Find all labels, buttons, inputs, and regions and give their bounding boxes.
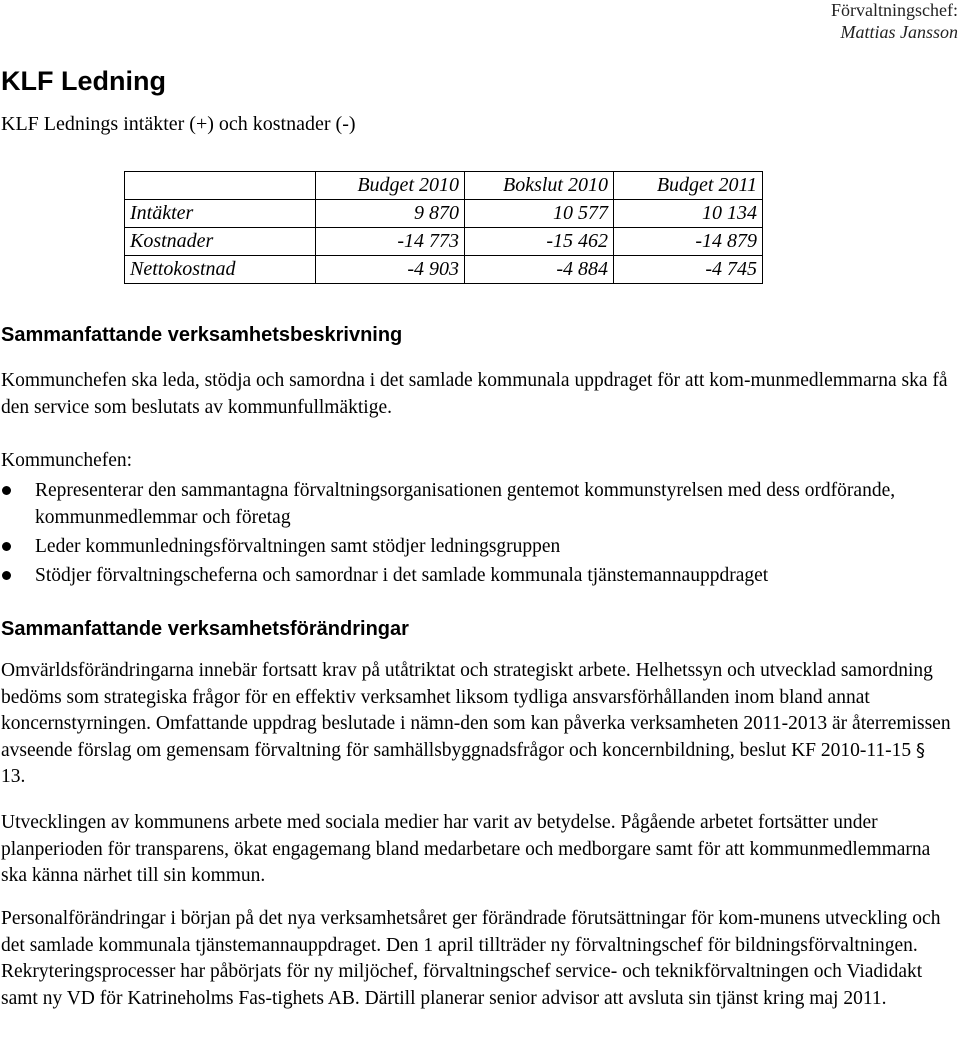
table-cell: 9 870 bbox=[316, 200, 465, 228]
table-row bbox=[125, 200, 763, 228]
section-sign: § bbox=[916, 739, 926, 761]
table-cell: -4 745 bbox=[614, 256, 763, 284]
list-item-text: Leder kommunledningsförvaltningen samt stödjer ledningsgruppen bbox=[35, 536, 561, 557]
header-block bbox=[831, 0, 958, 43]
table-header-row bbox=[125, 172, 763, 200]
table-cell: -4 903 bbox=[316, 256, 465, 284]
row-label: Nettokostnad bbox=[125, 256, 316, 284]
table-corner-cell bbox=[125, 172, 316, 200]
table-cell: -15 462 bbox=[465, 228, 614, 256]
bullet-icon bbox=[2, 571, 11, 580]
table-cell: 10 577 bbox=[465, 200, 614, 228]
budget-table bbox=[124, 171, 763, 284]
row-label: Intäkter bbox=[125, 200, 316, 228]
table-cell: 10 134 bbox=[614, 200, 763, 228]
list-item-text: Stödjer förvaltningscheferna och samordnar i det samlade kommunala tjänstemannauppdraget bbox=[35, 565, 769, 586]
column-header: Budget 2010 bbox=[316, 172, 465, 200]
list-item bbox=[0, 477, 958, 531]
header-role-label: Förvaltningschef: bbox=[831, 0, 958, 20]
changes-paragraph-2: Utvecklingen av kommunens arbete med sociala medier har varit av betydelse. Pågående arbetet fortsätter under planperioden för transparens, ökat engagemang bland medarbetare och medborgare samt för att kommunmedlemmarna ska känna närhet till sin kommun. bbox=[1, 812, 931, 886]
description-paragraph: Kommunchefen ska leda, stödja och samordna i det samlade kommunala uppdraget för att kom-munmedlemmarna ska få den service som beslutats av kommunfullmäktige. bbox=[1, 370, 948, 418]
changes-paragraph-1 bbox=[1, 658, 951, 791]
list-item bbox=[0, 533, 958, 560]
changes-paragraph-1-text: Omvärldsförändringarna innebär fortsatt krav på utåtriktat och strategiskt arbete. Helhetssyn och utvecklad samordning bedöms som strategiska frågor för en effektiv verksamhet liksom tydliga ansvarsförhållanden inom bland annat koncernstyrningen. Omfattande uppdrag beslutade i nämn-den som kan påverka verksamheten 2011-2013 är återremissen avseende förslag om gemensam förvaltning för samhällsbyggnadsfrågor och koncernbildning, beslut KF 2010-11-15 bbox=[1, 660, 951, 761]
table-row bbox=[125, 228, 763, 256]
page-title: KLF Ledning bbox=[1, 66, 166, 96]
page-subtitle: KLF Lednings intäkter (+) och kostnader (-) bbox=[1, 113, 356, 135]
table-row bbox=[125, 256, 763, 284]
bullet-icon bbox=[2, 486, 11, 495]
table-cell: -14 879 bbox=[614, 228, 763, 256]
table-cell: -4 884 bbox=[465, 256, 614, 284]
changes-paragraph-1-end: 13. bbox=[1, 766, 26, 787]
changes-paragraph-3: Personalförändringar i början på det nya verksamhetsåret ger förändrade förutsättningar för kom-munens utveckling och det samlade kommunala tjänstemannauppdraget. Den 1 april tillträder ny förvaltningschef för bildningsförvaltningen. Rekryteringsprocesser har påbörjats för ny miljöchef, förvaltningschef service- och teknikförvaltningen och Viadidakt samt ny VD för Katrineholms Fas-tighets AB. Därtill planerar senior advisor att avsluta sin tjänst kring maj 2011. bbox=[1, 908, 941, 1009]
row-label: Kostnader bbox=[125, 228, 316, 256]
header-name: Mattias Jansson bbox=[840, 22, 958, 42]
column-header: Budget 2011 bbox=[614, 172, 763, 200]
section-heading-changes: Sammanfattande verksamhetsförändringar bbox=[1, 618, 409, 640]
section-heading-description: Sammanfattande verksamhetsbeskrivning bbox=[1, 324, 403, 346]
list-item bbox=[0, 562, 958, 589]
bullet-icon bbox=[2, 542, 11, 551]
list-item-text: Representerar den sammantagna förvaltningsorganisationen gentemot kommunstyrelsen med dess ordförande, kommunmedlemmar och företag bbox=[35, 480, 896, 528]
bullets-intro: Kommunchefen: bbox=[1, 450, 133, 471]
column-header: Bokslut 2010 bbox=[465, 172, 614, 200]
table-cell: -14 773 bbox=[316, 228, 465, 256]
bullet-list bbox=[0, 477, 958, 591]
